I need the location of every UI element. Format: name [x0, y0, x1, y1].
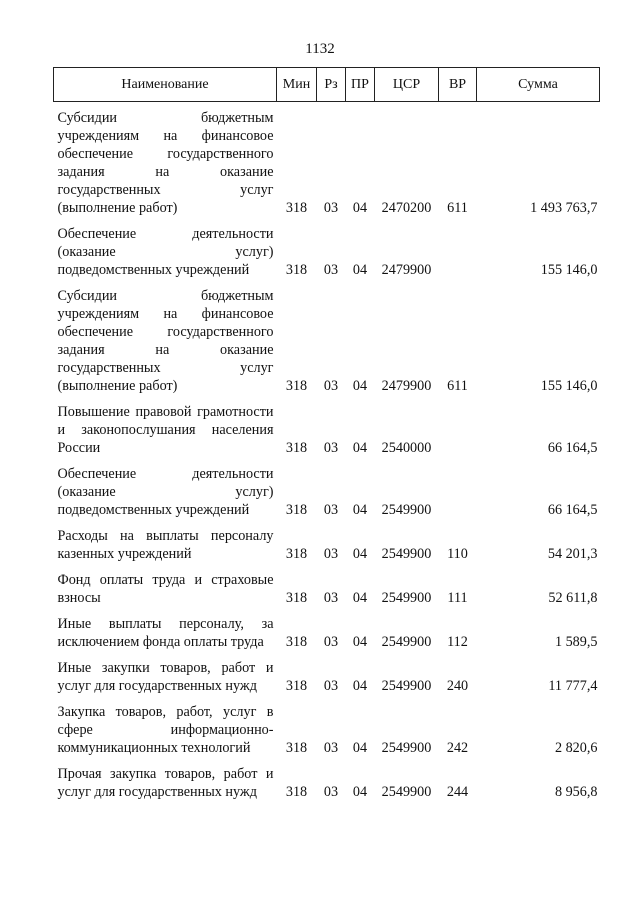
row-name: Прочая закупка товаров, работ и услуг для государственных нужд — [57, 766, 274, 800]
row-csr: 2549900 — [381, 634, 432, 650]
row-vr: 242 — [446, 740, 469, 756]
row-min: 318 — [285, 590, 308, 606]
row-pr: 04 — [352, 590, 368, 606]
header-pr: ПР — [346, 68, 375, 102]
row-rz: 03 — [323, 590, 339, 606]
row-vr: 110 — [447, 546, 468, 562]
row-rz: 03 — [323, 378, 339, 394]
row-rz: 03 — [323, 634, 339, 650]
row-sum: 54 201,3 — [547, 546, 598, 562]
table-body — [54, 102, 600, 802]
table-header — [54, 68, 600, 102]
row-csr: 2549900 — [381, 784, 432, 800]
row-pr: 04 — [352, 440, 368, 456]
row-name: Обеспечение деятельности (оказание услуг) подведомственных учреждений — [57, 226, 274, 278]
row-rz: 03 — [323, 740, 339, 756]
row-name: Закупка товаров, работ, услуг в сфере информационно-коммуникационных технологий — [57, 704, 274, 756]
row-name: Субсидии бюджетным учреждениям на финансовое обеспечение государственного задания на оказание государственных услуг (выполнение работ) — [57, 288, 274, 394]
row-vr: 112 — [447, 634, 468, 650]
row-rz: 03 — [323, 546, 339, 562]
header-min: Мин — [277, 68, 317, 102]
row-sum: 1 493 763,7 — [530, 200, 598, 216]
row-vr: 611 — [447, 378, 468, 394]
table-row — [54, 757, 600, 801]
row-rz: 03 — [323, 502, 339, 518]
header-name: Наименование — [54, 68, 277, 102]
table-row — [54, 217, 600, 279]
row-pr: 04 — [352, 262, 368, 278]
budget-table — [53, 67, 600, 801]
row-min: 318 — [285, 784, 308, 800]
row-vr — [439, 457, 477, 519]
row-sum: 155 146,0 — [540, 262, 598, 278]
row-rz: 03 — [323, 200, 339, 216]
row-sum: 11 777,4 — [548, 678, 598, 694]
row-sum: 2 820,6 — [554, 740, 598, 756]
header-vr: ВР — [439, 68, 477, 102]
table-row — [54, 457, 600, 519]
row-min: 318 — [285, 740, 308, 756]
row-sum: 1 589,5 — [554, 634, 598, 650]
row-csr: 2540000 — [381, 440, 432, 456]
row-pr: 04 — [352, 546, 368, 562]
row-pr: 04 — [352, 784, 368, 800]
row-rz: 03 — [323, 784, 339, 800]
row-sum: 52 611,8 — [548, 590, 598, 606]
row-min: 318 — [285, 546, 308, 562]
table-row — [54, 395, 600, 457]
row-name: Иные закупки товаров, работ и услуг для государственных нужд — [57, 660, 274, 694]
row-sum: 66 164,5 — [547, 502, 598, 518]
table-row — [54, 519, 600, 563]
row-min: 318 — [285, 440, 308, 456]
table-row — [54, 563, 600, 607]
row-min: 318 — [285, 262, 308, 278]
row-name: Обеспечение деятельности (оказание услуг) подведомственных учреждений — [57, 466, 274, 518]
row-vr — [439, 395, 477, 457]
row-min: 318 — [285, 502, 308, 518]
row-csr: 2479900 — [381, 262, 432, 278]
header-rz: Рз — [317, 68, 346, 102]
row-csr: 2549900 — [381, 740, 432, 756]
row-vr: 244 — [446, 784, 469, 800]
row-pr: 04 — [352, 378, 368, 394]
row-vr — [439, 217, 477, 279]
header-sum: Сумма — [477, 68, 600, 102]
row-csr: 2549900 — [381, 678, 432, 694]
row-vr: 240 — [446, 678, 469, 694]
row-csr: 2479900 — [381, 378, 432, 394]
row-sum: 8 956,8 — [554, 784, 598, 800]
row-pr: 04 — [352, 678, 368, 694]
row-min: 318 — [285, 200, 308, 216]
row-pr: 04 — [352, 740, 368, 756]
row-name: Субсидии бюджетным учреждениям на финансовое обеспечение государственного задания на оказание государственных услуг (выполнение работ) — [57, 110, 274, 216]
row-min: 318 — [285, 378, 308, 394]
table-row — [54, 607, 600, 651]
row-name: Иные выплаты персоналу, за исключением фонда оплаты труда — [57, 616, 274, 650]
table-row — [54, 651, 600, 695]
row-pr: 04 — [352, 634, 368, 650]
row-pr: 04 — [352, 502, 368, 518]
table-row — [54, 102, 600, 218]
header-csr: ЦСР — [375, 68, 439, 102]
row-rz: 03 — [323, 678, 339, 694]
row-vr: 611 — [447, 200, 468, 216]
row-name: Повышение правовой грамотности и законопослушания населения России — [57, 404, 274, 456]
row-name: Фонд оплаты труда и страховые взносы — [57, 572, 274, 606]
row-sum: 155 146,0 — [540, 378, 598, 394]
row-pr: 04 — [352, 200, 368, 216]
row-csr: 2549900 — [381, 546, 432, 562]
row-csr: 2549900 — [381, 590, 432, 606]
page-number: 1132 — [305, 41, 335, 57]
row-name: Расходы на выплаты персоналу казенных учреждений — [57, 528, 274, 562]
row-sum: 66 164,5 — [547, 440, 598, 456]
row-min: 318 — [285, 678, 308, 694]
row-rz: 03 — [323, 440, 339, 456]
row-csr: 2470200 — [381, 200, 432, 216]
row-vr: 111 — [447, 590, 468, 606]
table-row — [54, 279, 600, 395]
table-row — [54, 695, 600, 757]
row-csr: 2549900 — [381, 502, 432, 518]
row-rz: 03 — [323, 262, 339, 278]
row-min: 318 — [285, 634, 308, 650]
